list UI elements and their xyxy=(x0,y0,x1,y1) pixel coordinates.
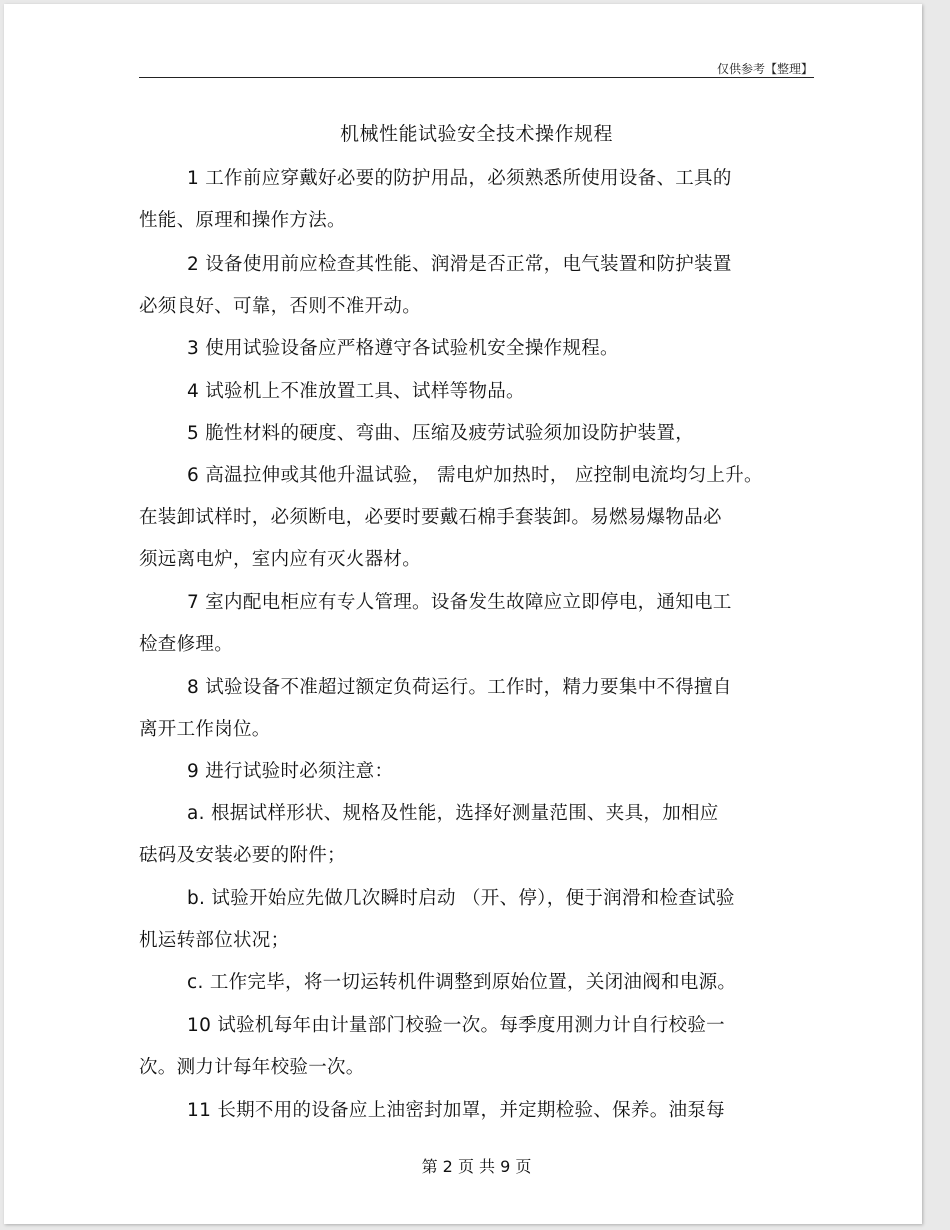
document-page xyxy=(4,4,922,1224)
text-line: 次。测力计每年校验一次。 xyxy=(139,1057,365,1078)
text-line: 7 室内配电柜应有专人管理。设备发生故障应立即停电，通知电工 xyxy=(187,592,732,613)
text-line: 5 脆性材料的硬度、弯曲、压缩及疲劳试验须加设防护装置， xyxy=(187,423,695,444)
text-line: 性能、原理和操作方法。 xyxy=(139,210,346,231)
text-line: 9 进行试验时必须注意： xyxy=(187,761,394,782)
header-rule xyxy=(139,77,814,78)
text-line: 必须良好、可靠，否则不准开动。 xyxy=(139,296,422,317)
text-line: 3 使用试验设备应严格遵守各试验机安全操作规程。 xyxy=(187,338,619,359)
page-number-footer: 第 2 页 共 9 页 xyxy=(421,1157,532,1176)
text-line: 2 设备使用前应检查其性能、润滑是否正常，电气装置和防护装置 xyxy=(187,254,732,275)
text-line: 离开工作岗位。 xyxy=(139,719,271,740)
text-line: a. 根据试样形状、规格及性能，选择好测量范围、夹具，加相应 xyxy=(187,803,719,824)
text-line: b. 试验开始应先做几次瞬时启动 （开、停），便于润滑和检查试验 xyxy=(187,888,735,909)
text-line: 4 试验机上不准放置工具、试样等物品。 xyxy=(187,381,525,402)
text-line: 检查修理。 xyxy=(139,634,234,655)
text-line: 8 试验设备不准超过额定负荷运行。工作时，精力要集中不得擅自 xyxy=(187,677,732,698)
text-line: 11 长期不用的设备应上油密封加罩，并定期检验、保养。油泵每 xyxy=(187,1100,725,1121)
document-title: 机械性能试验安全技术操作规程 xyxy=(339,123,613,145)
text-line: 须远离电炉，室内应有灭火器材。 xyxy=(139,549,422,570)
text-line: c. 工作完毕，将一切运转机件调整到原始位置，关闭油阀和电源。 xyxy=(187,972,737,993)
text-line: 在装卸试样时，必须断电，必要时要戴石棉手套装卸。易燃易爆物品必 xyxy=(139,507,722,528)
text-line: 机运转部位状况； xyxy=(139,930,290,951)
text-line: 10 试验机每年由计量部门校验一次。每季度用测力计自行校验一 xyxy=(187,1015,725,1036)
text-line: 6 高温拉伸或其他升温试验， 需电炉加热时， 应控制电流均匀上升。 xyxy=(187,465,763,486)
header-note: 仅供参考【整理】 xyxy=(716,62,813,76)
text-line: 1 工作前应穿戴好必要的防护用品，必须熟悉所使用设备、工具的 xyxy=(187,168,732,189)
text-line: 砝码及安装必要的附件； xyxy=(139,845,346,866)
